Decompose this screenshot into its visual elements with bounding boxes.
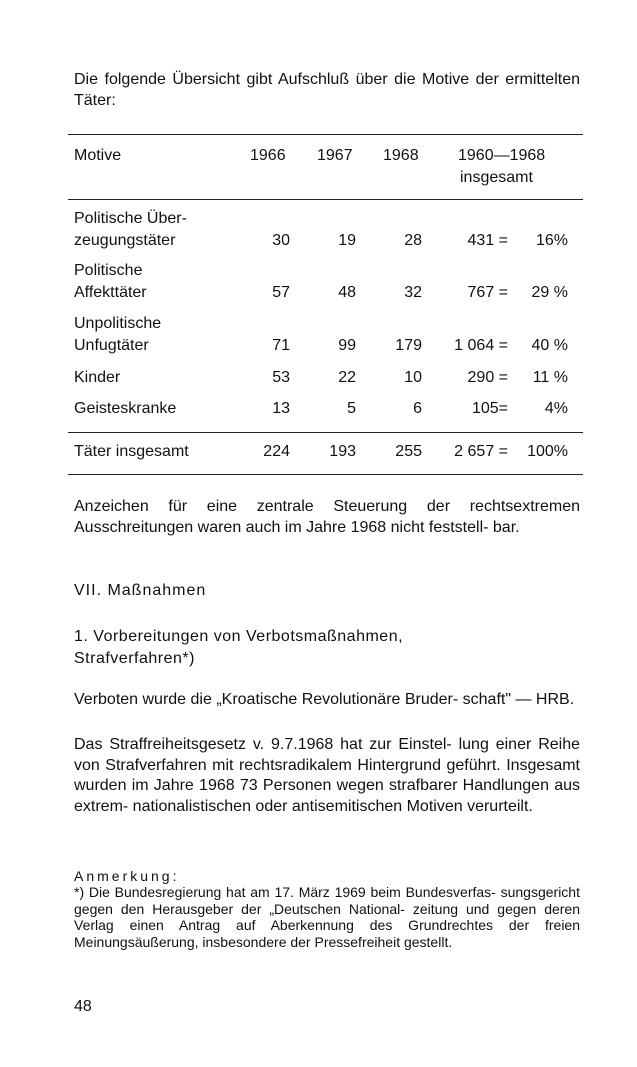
sum-1967: 193 (329, 443, 356, 460)
header-1967: 1967 (317, 147, 353, 164)
header-1968: 1968 (383, 147, 419, 164)
row-value-1966: 30 (272, 232, 290, 249)
paragraph-straffreiheitsgesetz: Das Straffreiheitsgesetz v. 9.7.1968 hat zur Einstel- lung einer Reihe von Strafverfahren mit rechtsradikalem Hintergrund geführt. Insgesamt wurden im Jahre 1968 73 Personen wegen strafbarer Handlungen aus extrem- nationalistischen oder antisemitischen Motiven verurteilt. (74, 736, 580, 815)
row-total: 290 = (467, 369, 508, 386)
section-title: VII. Maßnahmen (74, 582, 207, 599)
row-value-1968: 32 (404, 284, 422, 301)
table-sum-rule (68, 432, 583, 433)
page-number: 48 (74, 998, 92, 1015)
row-value-1967: 99 (338, 337, 356, 354)
sum-1968: 255 (395, 443, 422, 460)
row-percent: 4% (544, 400, 568, 417)
row-value-1968: 10 (404, 369, 422, 386)
table-bottom-rule (68, 474, 583, 475)
row-label-line1: Unpolitische (74, 315, 162, 332)
row-value-1968: 6 (413, 400, 422, 417)
subsection-title-line2: Strafverfahren*) (74, 650, 195, 667)
row-value-1967: 48 (338, 284, 356, 301)
row-label-line1: Politische Über- (74, 210, 187, 227)
sum-1966: 224 (263, 443, 290, 460)
row-total: 431 = (467, 232, 508, 249)
sum-label: Täter insgesamt (74, 443, 189, 460)
row-value-1966: 71 (272, 337, 290, 354)
row-value-1966: 13 (272, 400, 290, 417)
sum-total: 2 657 = (454, 443, 508, 460)
row-total: 1 064 = (454, 337, 508, 354)
header-total-line2: insgesamt (460, 169, 533, 186)
intro-paragraph: Die folgende Übersicht gibt Aufschluß über die Motive der ermittelten Täter: (74, 71, 580, 109)
header-motive: Motive (74, 147, 122, 164)
paragraph-steuerung: Anzeichen für eine zentrale Steuerung der rechtsextremen Ausschreitungen waren auch im Jahre 1968 nicht feststell- bar. (74, 498, 580, 536)
row-value-1967: 19 (338, 232, 356, 249)
row-label-line2: Affekttäter (74, 284, 147, 301)
row-value-1968: 179 (395, 337, 422, 354)
table-top-rule (68, 134, 583, 135)
row-value-1968: 28 (404, 232, 422, 249)
row-label-line2: zeugungstäter (74, 232, 176, 249)
row-label-line1: Politische (74, 262, 143, 279)
paragraph-verbot: Verboten wurde die „Kroatische Revolutionäre Bruder- schaft" — HRB. (74, 691, 575, 708)
row-percent: 16% (535, 232, 568, 249)
row-total: 767 = (467, 284, 508, 301)
row-value-1967: 5 (347, 400, 356, 417)
row-percent: 29 % (531, 284, 568, 301)
subsection-title-line1: 1. Vorbereitungen von Verbotsmaßnahmen, (74, 628, 404, 645)
row-percent: 40 % (531, 337, 568, 354)
table-header-rule (68, 199, 583, 200)
note-heading: Anmerkung: (74, 868, 180, 884)
row-label-line2: Geisteskranke (74, 400, 177, 417)
note-text: *) Die Bundesregierung hat am 17. März 1969 beim Bundesverfas- sungsgericht gegen den Herausgeber der „Deutschen National- zeitung und gegen deren Verlag einen Antrag auf Aberkennung des Grundrechtes der freien Meinungsäußerung, insbesondere der Pressefreiheit gestellt. (74, 884, 580, 950)
row-value-1966: 53 (272, 369, 290, 386)
row-value-1966: 57 (272, 284, 290, 301)
row-label-line2: Kinder (74, 369, 121, 386)
header-total-line1: 1960—1968 (458, 147, 546, 164)
header-1966: 1966 (250, 147, 286, 164)
sum-percent: 100% (527, 443, 568, 460)
row-total: 105= (471, 400, 508, 417)
row-value-1967: 22 (338, 369, 356, 386)
row-percent: 11 % (532, 369, 568, 386)
row-label-line2: Unfugtäter (74, 337, 149, 354)
